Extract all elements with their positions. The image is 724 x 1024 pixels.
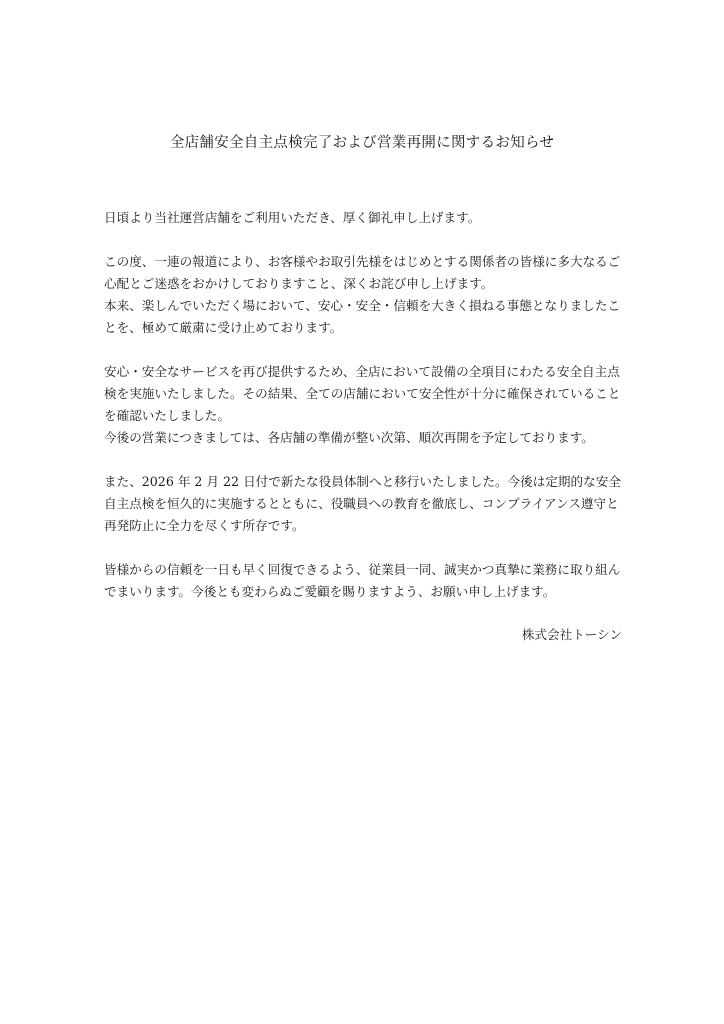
paragraph-2-line-2: 心配とご迷惑をおかけしておりますこと、深くお詫び申し上げます。 xyxy=(104,276,494,291)
company-signature: 株式会社トーシン xyxy=(521,627,622,642)
notice-title: 全店舗安全自主点検完了および営業再開に関するお知らせ xyxy=(169,135,555,151)
paragraph-2-line-3: 本来、楽しんでいただく場において、安心・安全・信頼を大きく損ねる事態となりましたこ xyxy=(104,298,621,313)
paragraph-3-line-3: を確認いたしました。 xyxy=(104,408,230,423)
paragraph-2-line-1: この度、一連の報道により、お客様やお取引先様をはじめとする関係者の皆様に多大なるご xyxy=(104,254,621,269)
paragraph-4-line-1: また、2026 年 2 月 22 日付で新たな役員体制へと移行いたしました。今後は定期的な安全 xyxy=(104,474,621,489)
paragraph-4-line-2: 自主点検を恒久的に実施するとともに、役職員への教育を徹底し、コンプライアンス遵守と xyxy=(104,496,619,511)
paragraph-gap xyxy=(104,339,626,361)
paragraph-3-line-2: 検を実施いたしました。その結果、全ての店舗において安全性が十分に確保されていること xyxy=(104,386,621,401)
paragraph-gap xyxy=(104,229,626,251)
paragraph-5-line-1: 皆様からの信頼を一日も早く回復できるよう、従業員一同、誠実かつ真摯に業務に取り組ん xyxy=(104,562,621,577)
paragraph-3-line-1: 安心・安全なサービスを再び提供するため、全店において設備の全項目にわたる安全自主点 xyxy=(104,364,620,379)
notice-body xyxy=(104,207,626,603)
paragraph-4-line-3: 再発防止に全力を尽くす所存です。 xyxy=(104,518,305,533)
paragraph-5-line-2: でまいります。今後とも変わらぬご愛顧を賜りますよう、お願い申し上げます。 xyxy=(104,584,556,599)
paragraph-1-line-1: 日頃より当社運営店舗をご利用いただき、厚く御礼申し上げます。 xyxy=(104,210,481,225)
paragraph-gap xyxy=(104,449,626,471)
paragraph-gap xyxy=(104,537,626,559)
paragraph-2-line-4: とを、極めて厳粛に受け止めております。 xyxy=(104,320,343,335)
paragraph-3-line-4: 今後の営業につきましては、各店舗の準備が整い次第、順次再開を予定しております。 xyxy=(104,430,594,445)
